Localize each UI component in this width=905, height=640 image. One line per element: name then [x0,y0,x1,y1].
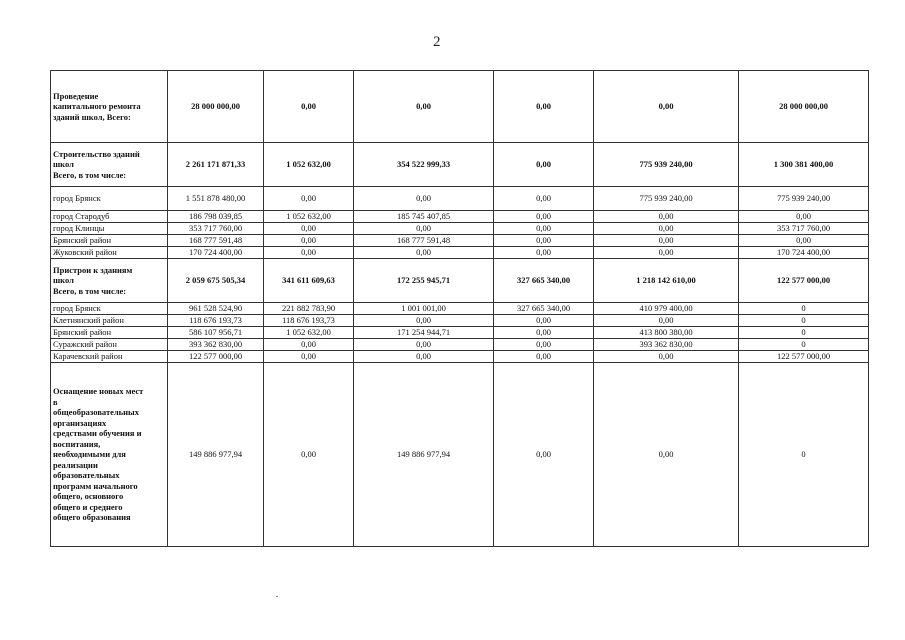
row-label: Брянский район [51,235,168,247]
section-label-line: общеобразовательных [53,407,139,418]
section-row-new-places-equipment [51,363,869,547]
row-value: 0,00 [354,223,494,235]
row-label: город Клинцы [51,223,168,235]
section-label [51,71,168,143]
section-label [51,363,168,547]
section-value: 0,00 [264,363,354,547]
row-value: 0 [739,315,869,327]
section-label-line: Всего, в том числе: [53,285,127,296]
section-value: 0 [739,363,869,547]
row-value: 0,00 [354,315,494,327]
section-value: 0,00 [354,71,494,143]
row-value: 122 577 000,00 [739,351,869,363]
row-value: 0,00 [494,351,594,363]
row-value: 0,00 [494,339,594,351]
row-value: 353 717 760,00 [739,223,869,235]
section-label-line: общего, основного [53,491,124,502]
section-value: 1 052 632,00 [264,143,354,187]
row-value: 186 798 039,85 [168,211,264,223]
section-value: 775 939 240,00 [594,143,739,187]
row-value: 413 800 380,00 [594,327,739,339]
row-value: 0,00 [264,247,354,259]
table-row [51,247,869,259]
row-value: 0,00 [264,351,354,363]
row-value: 1 001 001,00 [354,303,494,315]
row-value: 0,00 [739,211,869,223]
section-row-school-extensions [51,259,869,303]
row-value: 0,00 [494,247,594,259]
table-row [51,211,869,223]
row-value: 775 939 240,00 [739,187,869,211]
row-value: 0 [739,339,869,351]
section-value: 1 218 142 610,00 [594,259,739,303]
table-row [51,235,869,247]
row-label: город Брянск [51,187,168,211]
budget-table [50,70,869,547]
table-row [51,187,869,211]
section-value: 122 577 000,00 [739,259,869,303]
section-value: 354 522 999,33 [354,143,494,187]
row-value: 353 717 760,00 [168,223,264,235]
section-label-line: реализации [53,459,98,470]
row-value: 0,00 [354,187,494,211]
row-value: 0,00 [264,339,354,351]
row-value: 0,00 [594,211,739,223]
row-value: 0,00 [494,187,594,211]
section-label-line: Оснащение новых мест [53,386,144,397]
section-label-line: школ [53,159,74,170]
table-row [51,351,869,363]
section-label-line: в [53,396,58,407]
section-label-line: общего и среднего [53,501,123,512]
row-value: 393 362 830,00 [594,339,739,351]
row-value: 775 939 240,00 [594,187,739,211]
table-row [51,303,869,315]
row-label: город Стародуб [51,211,168,223]
row-value: 1 052 632,00 [264,211,354,223]
row-value: 171 254 944,71 [354,327,494,339]
row-label: Суражский район [51,339,168,351]
row-value: 0,00 [594,351,739,363]
row-value: 410 979 400,00 [594,303,739,315]
row-value: 0 [739,303,869,315]
row-value: 0,00 [264,187,354,211]
row-label: Жуковский район [51,247,168,259]
row-value: 0,00 [264,235,354,247]
section-value: 0,00 [594,71,739,143]
section-label-line: общего образования [53,512,131,523]
row-value: 0,00 [594,235,739,247]
section-value: 0,00 [264,71,354,143]
section-value: 28 000 000,00 [168,71,264,143]
section-value: 0,00 [494,143,594,187]
section-value: 0,00 [494,363,594,547]
section-value: 0,00 [594,363,739,547]
section-label-line: школ [53,275,74,286]
section-value: 149 886 977,94 [168,363,264,547]
section-label [51,259,168,303]
row-value: 0,00 [494,315,594,327]
section-label-line: Пристрои к зданиям [53,264,133,275]
section-label-line: воспитания, [53,438,101,449]
section-row-school-construction [51,143,869,187]
row-value: 0,00 [594,315,739,327]
table-row [51,223,869,235]
section-label-line: капитального ремонта [53,101,141,112]
section-label-line: Проведение [53,90,99,101]
row-value: 0 [739,327,869,339]
table-row [51,327,869,339]
row-value: 0,00 [494,223,594,235]
row-value: 221 882 783,90 [264,303,354,315]
section-label-line: Всего, в том числе: [53,169,127,180]
row-value: 122 577 000,00 [168,351,264,363]
row-value: 0,00 [494,211,594,223]
row-value: 0,00 [354,351,494,363]
section-label-line: необходимыми для [53,449,126,460]
row-value: 586 107 956,71 [168,327,264,339]
row-value: 961 528 524,90 [168,303,264,315]
row-value: 168 777 591,48 [354,235,494,247]
row-label: город Брянск [51,303,168,315]
row-value: 185 745 407,85 [354,211,494,223]
section-value: 172 255 945,71 [354,259,494,303]
row-value: 118 676 193,73 [168,315,264,327]
section-value: 341 611 609,63 [264,259,354,303]
section-value: 28 000 000,00 [739,71,869,143]
row-value: 0,00 [739,235,869,247]
row-label: Клетнянский район [51,315,168,327]
section-label-line: Строительство зданий [53,148,140,159]
section-value: 327 665 340,00 [494,259,594,303]
row-value: 168 777 591,48 [168,235,264,247]
section-label-line: организациях [53,417,107,428]
section-label-line: средствами обучения и [53,428,142,439]
row-value: 1 551 878 480,00 [168,187,264,211]
row-value: 1 052 632,00 [264,327,354,339]
row-value: 0,00 [264,223,354,235]
section-label [51,143,168,187]
row-label: Карачевский район [51,351,168,363]
section-label-line: зданий школ, Всего: [53,111,131,122]
row-value: 0,00 [494,327,594,339]
section-row-capital-repair [51,71,869,143]
section-value: 2 059 675 505,34 [168,259,264,303]
section-label-line: образовательных [53,470,120,481]
row-value: 393 362 830,00 [168,339,264,351]
row-value: 0,00 [594,223,739,235]
row-value: 0,00 [594,247,739,259]
row-value: 0,00 [354,339,494,351]
row-value: 118 676 193,73 [264,315,354,327]
row-label: Брянский район [51,327,168,339]
section-value: 0,00 [494,71,594,143]
section-value: 2 261 171 871,33 [168,143,264,187]
row-value: 0,00 [354,247,494,259]
scan-speck [276,596,278,597]
section-value: 1 300 381 400,00 [739,143,869,187]
row-value: 0,00 [494,235,594,247]
section-value: 149 886 977,94 [354,363,494,547]
row-value: 170 724 400,00 [739,247,869,259]
row-value: 327 665 340,00 [494,303,594,315]
table-row [51,339,869,351]
page-number: 2 [433,34,441,50]
table-row [51,315,869,327]
row-value: 170 724 400,00 [168,247,264,259]
section-label-line: программ начального [53,480,138,491]
